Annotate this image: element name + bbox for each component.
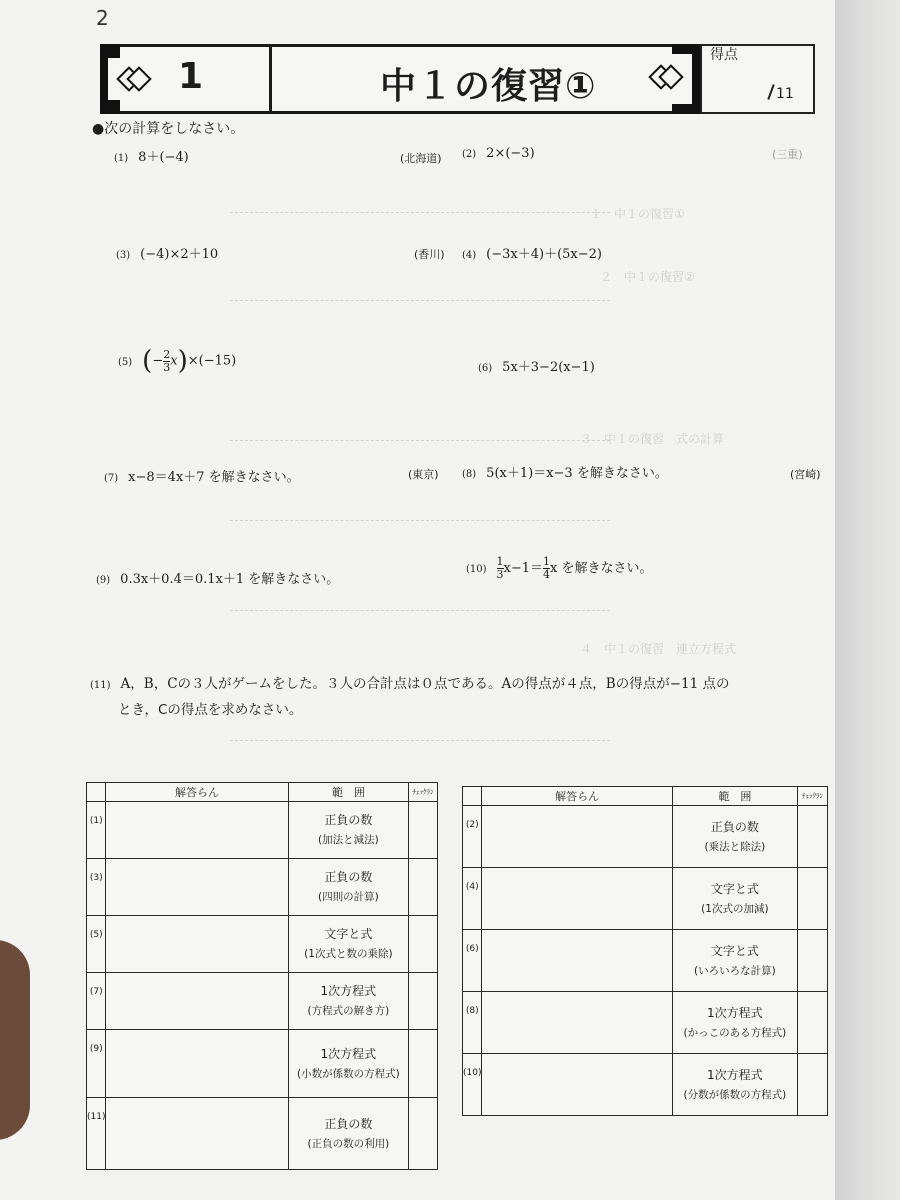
answer-row <box>463 868 828 930</box>
problem-11-continued: とき，Cの得点を求めなさい。 <box>118 702 303 718</box>
answer-cell[interactable] <box>482 868 672 930</box>
fraction: $\frac{1}{3}$ <box>496 555 504 581</box>
answer-row <box>463 930 828 992</box>
problem-1 <box>114 146 189 165</box>
problem-8 <box>462 462 668 481</box>
problem-9 <box>96 568 339 587</box>
page-title: 中１の復習① <box>380 66 597 107</box>
row-number: (11) <box>87 1098 106 1170</box>
range-cell: 1次方程式 (分数が係数の方程式) <box>672 1054 797 1116</box>
bleed-text: ３ 中１の復習 式の計算 <box>580 432 725 446</box>
problem-number: (3) <box>116 250 131 261</box>
range-cell: 正負の数 (四則の計算) <box>288 859 408 916</box>
range-cell: 正負の数 (乗法と除法) <box>672 806 797 868</box>
problem-text: 0.3x＋0.4＝0.1x＋1 を解きなさい。 <box>120 572 340 587</box>
problem-text: x−8＝4x＋7 を解きなさい。 <box>128 470 300 485</box>
answer-cell[interactable] <box>482 992 672 1054</box>
range-cell: 文字と式 (いろいろな計算) <box>672 930 797 992</box>
score-label: 得点 <box>710 47 738 63</box>
header-check: ﾁｪｯｸﾗﾝ <box>797 787 827 806</box>
problem-number: (9) <box>96 575 111 586</box>
problem-number: (11) <box>90 680 111 691</box>
answer-row <box>87 859 438 916</box>
answer-cell[interactable] <box>106 859 288 916</box>
answer-table-left <box>86 782 438 1170</box>
problem-text: (−3x＋4)＋(5x−2) <box>486 247 602 262</box>
header-blank <box>87 783 106 802</box>
problem-6 <box>478 356 595 375</box>
answer-table-right <box>462 786 828 1116</box>
answer-row <box>463 992 828 1054</box>
header-answer: 解答らん <box>106 783 288 802</box>
check-cell[interactable] <box>409 859 438 916</box>
problem-number: (1) <box>114 153 129 164</box>
answer-cell[interactable] <box>106 1030 288 1098</box>
range-cell: 文字と式 (1次式の加減) <box>672 868 797 930</box>
answer-cell[interactable] <box>106 973 288 1030</box>
problem-3 <box>116 243 218 262</box>
problem-source: (東京) <box>408 468 439 481</box>
answer-row <box>87 973 438 1030</box>
page-number: 2 <box>96 6 109 30</box>
header-answer: 解答らん <box>482 787 672 806</box>
answer-cell[interactable] <box>482 1054 672 1116</box>
ghost-leader <box>230 610 610 611</box>
answer-row <box>87 916 438 973</box>
problem-4 <box>462 243 602 262</box>
range-cell: 文字と式 (1次式と数の乗除) <box>288 916 408 973</box>
bleed-text: １ 中１の復習① <box>590 207 685 221</box>
range-cell: 1次方程式 (小数が係数の方程式) <box>288 1030 408 1098</box>
header-blank <box>463 787 482 806</box>
fraction: $\frac{1}{4}$ <box>543 555 551 581</box>
problem-text: 8＋(−4) <box>138 150 189 165</box>
answer-row <box>87 1030 438 1098</box>
problem-10: (10) $\frac{1}{3}$ x−1＝ $\frac{1}{4}$ x を解きなさい。 <box>466 555 653 581</box>
problem-number: (5) <box>118 356 133 368</box>
problem-number: (2) <box>462 149 477 160</box>
problem-number: (6) <box>478 363 493 374</box>
range-cell: 1次方程式 (方程式の解き方) <box>288 973 408 1030</box>
problem-text: 5(x＋1)＝x−3 を解きなさい。 <box>486 466 668 481</box>
ghost-leader <box>230 740 610 741</box>
problem-text: ×(−15) <box>187 353 237 369</box>
ghost-leader <box>230 212 610 213</box>
header-range: 範 囲 <box>288 783 408 802</box>
check-cell[interactable] <box>797 806 827 868</box>
answer-row <box>87 802 438 859</box>
row-number: (10) <box>463 1054 482 1116</box>
problem-5: (5) (− $\frac{2}{3}$ x)×(−15) <box>118 346 237 376</box>
bleed-text: ２ 中１の復習② <box>600 270 695 284</box>
problem-text: x を解きなさい。 <box>550 561 653 576</box>
header-check: ﾁｪｯｸﾗﾝ <box>409 783 438 802</box>
problem-text: (−4)×2＋10 <box>140 247 219 262</box>
range-cell: 正負の数 (加法と減法) <box>288 802 408 859</box>
range-cell: 1次方程式 (かっこのある方程式) <box>672 992 797 1054</box>
unit-number: 1 <box>178 56 204 97</box>
check-cell[interactable] <box>409 916 438 973</box>
problem-source: (香川) <box>414 248 445 261</box>
ghost-leader <box>230 440 610 441</box>
problem-source: (宮崎) <box>790 468 821 481</box>
row-number: (1) <box>87 802 106 859</box>
check-cell[interactable] <box>797 930 827 992</box>
row-number: (3) <box>87 859 106 916</box>
check-cell[interactable] <box>797 868 827 930</box>
check-cell[interactable] <box>409 1030 438 1098</box>
check-cell[interactable] <box>409 973 438 1030</box>
problem-2 <box>462 146 535 161</box>
background-edge <box>835 0 900 1200</box>
instruction-text: ●次の計算をしなさい。 <box>92 121 245 137</box>
answer-cell[interactable] <box>106 802 288 859</box>
problem-number: (7) <box>104 473 119 484</box>
ghost-leader <box>230 520 610 521</box>
fraction: $\frac{2}{3}$ <box>163 347 171 374</box>
row-number: (7) <box>87 973 106 1030</box>
problem-source: (三重) <box>772 148 803 161</box>
answer-cell[interactable] <box>106 1098 288 1170</box>
problem-7 <box>104 466 300 485</box>
answer-row <box>463 806 828 868</box>
answer-cell[interactable] <box>482 806 672 868</box>
ghost-leader <box>230 300 610 301</box>
problem-number: (4) <box>462 250 477 261</box>
check-cell[interactable] <box>409 1098 438 1170</box>
problem-text: 5x＋3−2(x−1) <box>502 360 595 375</box>
check-cell[interactable] <box>797 992 827 1054</box>
bleed-text: ４ 中１の復習 連立方程式 <box>580 642 737 656</box>
problem-number: (8) <box>462 469 477 480</box>
problem-source: (北海道) <box>400 152 442 165</box>
answer-cell[interactable] <box>482 930 672 992</box>
answer-cell[interactable] <box>106 916 288 973</box>
row-number: (6) <box>463 930 482 992</box>
row-number: (2) <box>463 806 482 868</box>
row-number: (5) <box>87 916 106 973</box>
problem-11 <box>90 672 729 692</box>
range-cell: 正負の数 (正負の数の利用) <box>288 1098 408 1170</box>
banner-edge <box>100 44 108 114</box>
row-number: (9) <box>87 1030 106 1098</box>
score-total: 11 <box>776 86 794 102</box>
row-number: (4) <box>463 868 482 930</box>
problem-text: A，B，Cの３人がゲームをした。３人の合計点は０点である。Aの得点が４点，Bの得点が−11 点の <box>120 676 730 692</box>
answer-row <box>463 1054 828 1116</box>
answer-row <box>87 1098 438 1170</box>
problem-number: (10) <box>466 564 487 575</box>
check-cell[interactable] <box>797 1054 827 1116</box>
problem-text: 2×(−3) <box>486 146 535 161</box>
header-range: 範 囲 <box>672 787 797 806</box>
thumb-holding-page <box>0 940 30 1140</box>
banner-edge <box>692 44 700 114</box>
check-cell[interactable] <box>409 802 438 859</box>
row-number: (8) <box>463 992 482 1054</box>
